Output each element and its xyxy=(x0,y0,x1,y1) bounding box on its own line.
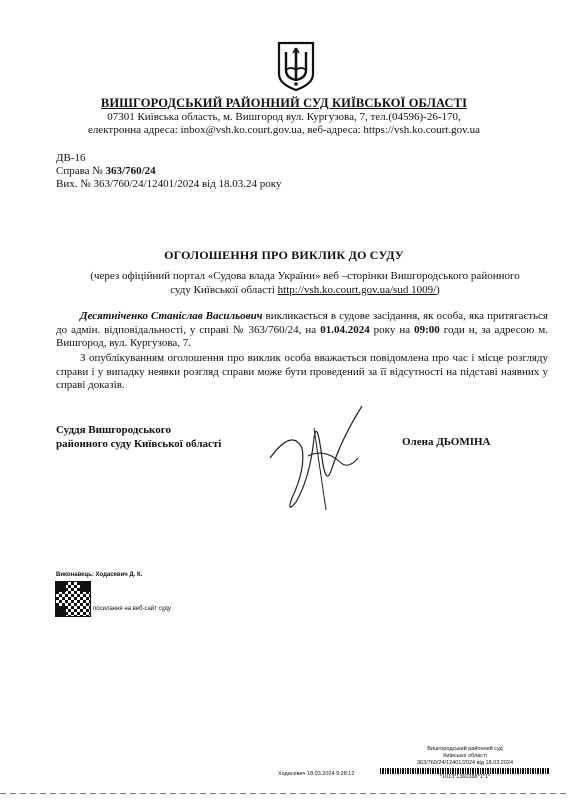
qr-link-note: посилання на веб-сайт суду xyxy=(93,606,171,612)
handwritten-signature xyxy=(262,398,372,518)
case-reference: Справа № 363/760/24 xyxy=(56,165,156,177)
judge-title: Суддя Вишгородського районного суду Київської області xyxy=(56,424,222,450)
outgoing-number: Вих. № 363/760/24/12401/2024 від 18.03.24 року xyxy=(56,178,282,190)
announcement-title: ОГОЛОШЕННЯ ПРО ВИКЛИК ДО СУДУ xyxy=(164,248,404,262)
page-edge-line xyxy=(0,793,568,794)
qr-code[interactable] xyxy=(56,582,90,616)
stamp-number: 363/760/24/12401/2024 від 18.03.2024 xyxy=(416,760,514,766)
summons-paragraph: Десятніченко Станіслав Васильович викликається в судове засідання, як особа, яка притягається до адмін. відповідальності, у справі № 363/760/24, на 01.04.2024 року на 09:00 годи н, за адресою м. Вишгород, вул. Кургузова, 7. xyxy=(56,310,548,349)
hearing-time: 09:00 xyxy=(414,323,440,336)
court-address: 07301 Київська область, м. Вишгород вул. Кургузова, 7, тел.(04596)-26-170, xyxy=(107,111,461,123)
coat-of-arms-icon xyxy=(276,40,316,92)
case-number: 363/760/24 xyxy=(105,165,156,177)
judge-name: Олена ДЬОМІНА xyxy=(402,436,491,448)
portal-note: (через офіційний портал «Судова влада України» веб –сторінки Вишгородського районного суду Київської області http://vsh.ko.court.gov.ua/sud 1009/) xyxy=(90,270,520,296)
hearing-date: 01.04.2024 xyxy=(320,323,370,336)
summoned-person: Десятніченко Станіслав Васильович xyxy=(80,310,263,322)
form-code: ДВ-16 xyxy=(56,152,86,164)
executor-name: Виконавець: Ходасевич Д. К. xyxy=(56,572,143,578)
registration-stamp: Вишгородський районний суд Київської області 363/760/24/12401/2024 від 18.03.2024 *1013*1360388*1*1* xyxy=(380,746,550,781)
court-contacts: електронна адреса: inbox@vsh.ko.court.gov.ua, веб-адреса: https://vsh.ko.court.gov.ua xyxy=(87,124,481,136)
court-name: ВИШГОРОДСЬКИЙ РАЙОННИЙ СУД КИЇВСЬКОЇ ОБЛАСТІ xyxy=(100,96,468,110)
stamp-registrar: Ходасевич 18.03.2024 9:28:12 xyxy=(278,771,355,777)
notice-paragraph: З опублікуванням оголошення про виклик особа вважається повідомлена про час і місце розгляду справи і у випадку неявки розгляд справи може бути проведений за її відсутності на підставі наявних у справі доказів. xyxy=(56,352,548,391)
court-portal-link[interactable]: http://vsh.ko.court.gov.ua/sud 1009/) xyxy=(277,283,440,296)
